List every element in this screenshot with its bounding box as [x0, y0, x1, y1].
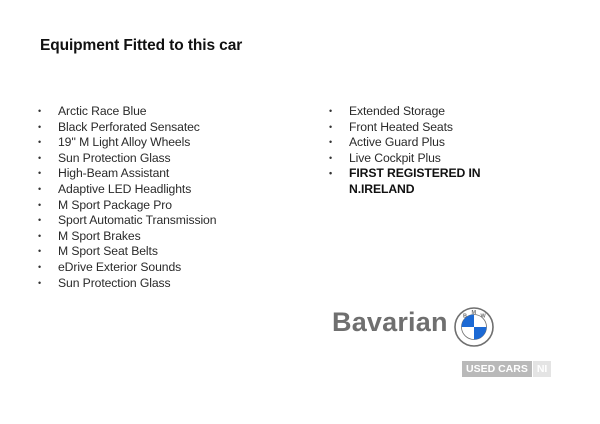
bullet-icon: •: [38, 199, 42, 210]
bullet-icon: •: [329, 152, 333, 163]
bullet-icon: •: [329, 137, 333, 148]
list-item: • Sun Protection Glass: [38, 150, 171, 165]
list-item: • Front Heated Seats: [329, 119, 453, 134]
bullet-icon: •: [329, 121, 333, 132]
list-item: • Sun Protection Glass: [38, 275, 171, 290]
bullet-icon: •: [38, 277, 42, 288]
bullet-icon: •: [329, 168, 333, 179]
list-item: • eDrive Exterior Sounds: [38, 259, 182, 274]
bavarian-logo-text: Bavarian: [332, 307, 448, 337]
bullet-icon: •: [38, 261, 42, 272]
list-item: • High-Beam Assistant: [38, 166, 170, 181]
used-cars-badge: [462, 361, 551, 377]
bullet-icon: •: [38, 183, 42, 194]
bullet-icon: •: [38, 215, 42, 226]
list-item: • Sport Automatic Transmission: [38, 213, 217, 228]
badge-region-label: NI: [533, 361, 552, 377]
list-item: • Extended Storage: [329, 104, 445, 118]
bullet-icon: •: [38, 230, 42, 241]
list-item: • 19'' M Light Alloy Wheels: [38, 135, 191, 150]
list-item: • M Sport Brakes: [38, 228, 141, 243]
bullet-icon: •: [38, 121, 42, 132]
equipment-list-right: [327, 104, 527, 198]
bullet-icon: •: [38, 152, 42, 163]
list-item: • Live Cockpit Plus: [329, 150, 441, 165]
bullet-icon: •: [38, 246, 42, 257]
list-item: • Black Perforated Sensatec: [38, 119, 200, 134]
list-item: • Adaptive LED Headlights: [38, 181, 192, 196]
bullet-icon: •: [38, 137, 42, 148]
list-item: • Arctic Race Blue: [38, 104, 147, 118]
bmw-letter-m: M: [471, 309, 477, 316]
list-item-registration: • FIRST REGISTERED IN N.IRELAND: [329, 166, 481, 196]
bmw-roundel-icon: [454, 307, 494, 347]
bullet-icon: •: [329, 106, 333, 116]
badge-used-cars-label: USED CARS: [462, 361, 532, 377]
bullet-icon: •: [38, 106, 42, 116]
equipment-list-left: [36, 104, 296, 291]
list-item: • M Sport Package Pro: [38, 197, 172, 212]
page-title: Equipment Fitted to this car: [40, 37, 243, 54]
bullet-icon: •: [38, 168, 42, 179]
bmw-letter-b: B: [463, 313, 467, 320]
list-item: • M Sport Seat Belts: [38, 244, 158, 259]
list-item: • Active Guard Plus: [329, 135, 445, 150]
bmw-letter-w: W: [480, 313, 486, 320]
